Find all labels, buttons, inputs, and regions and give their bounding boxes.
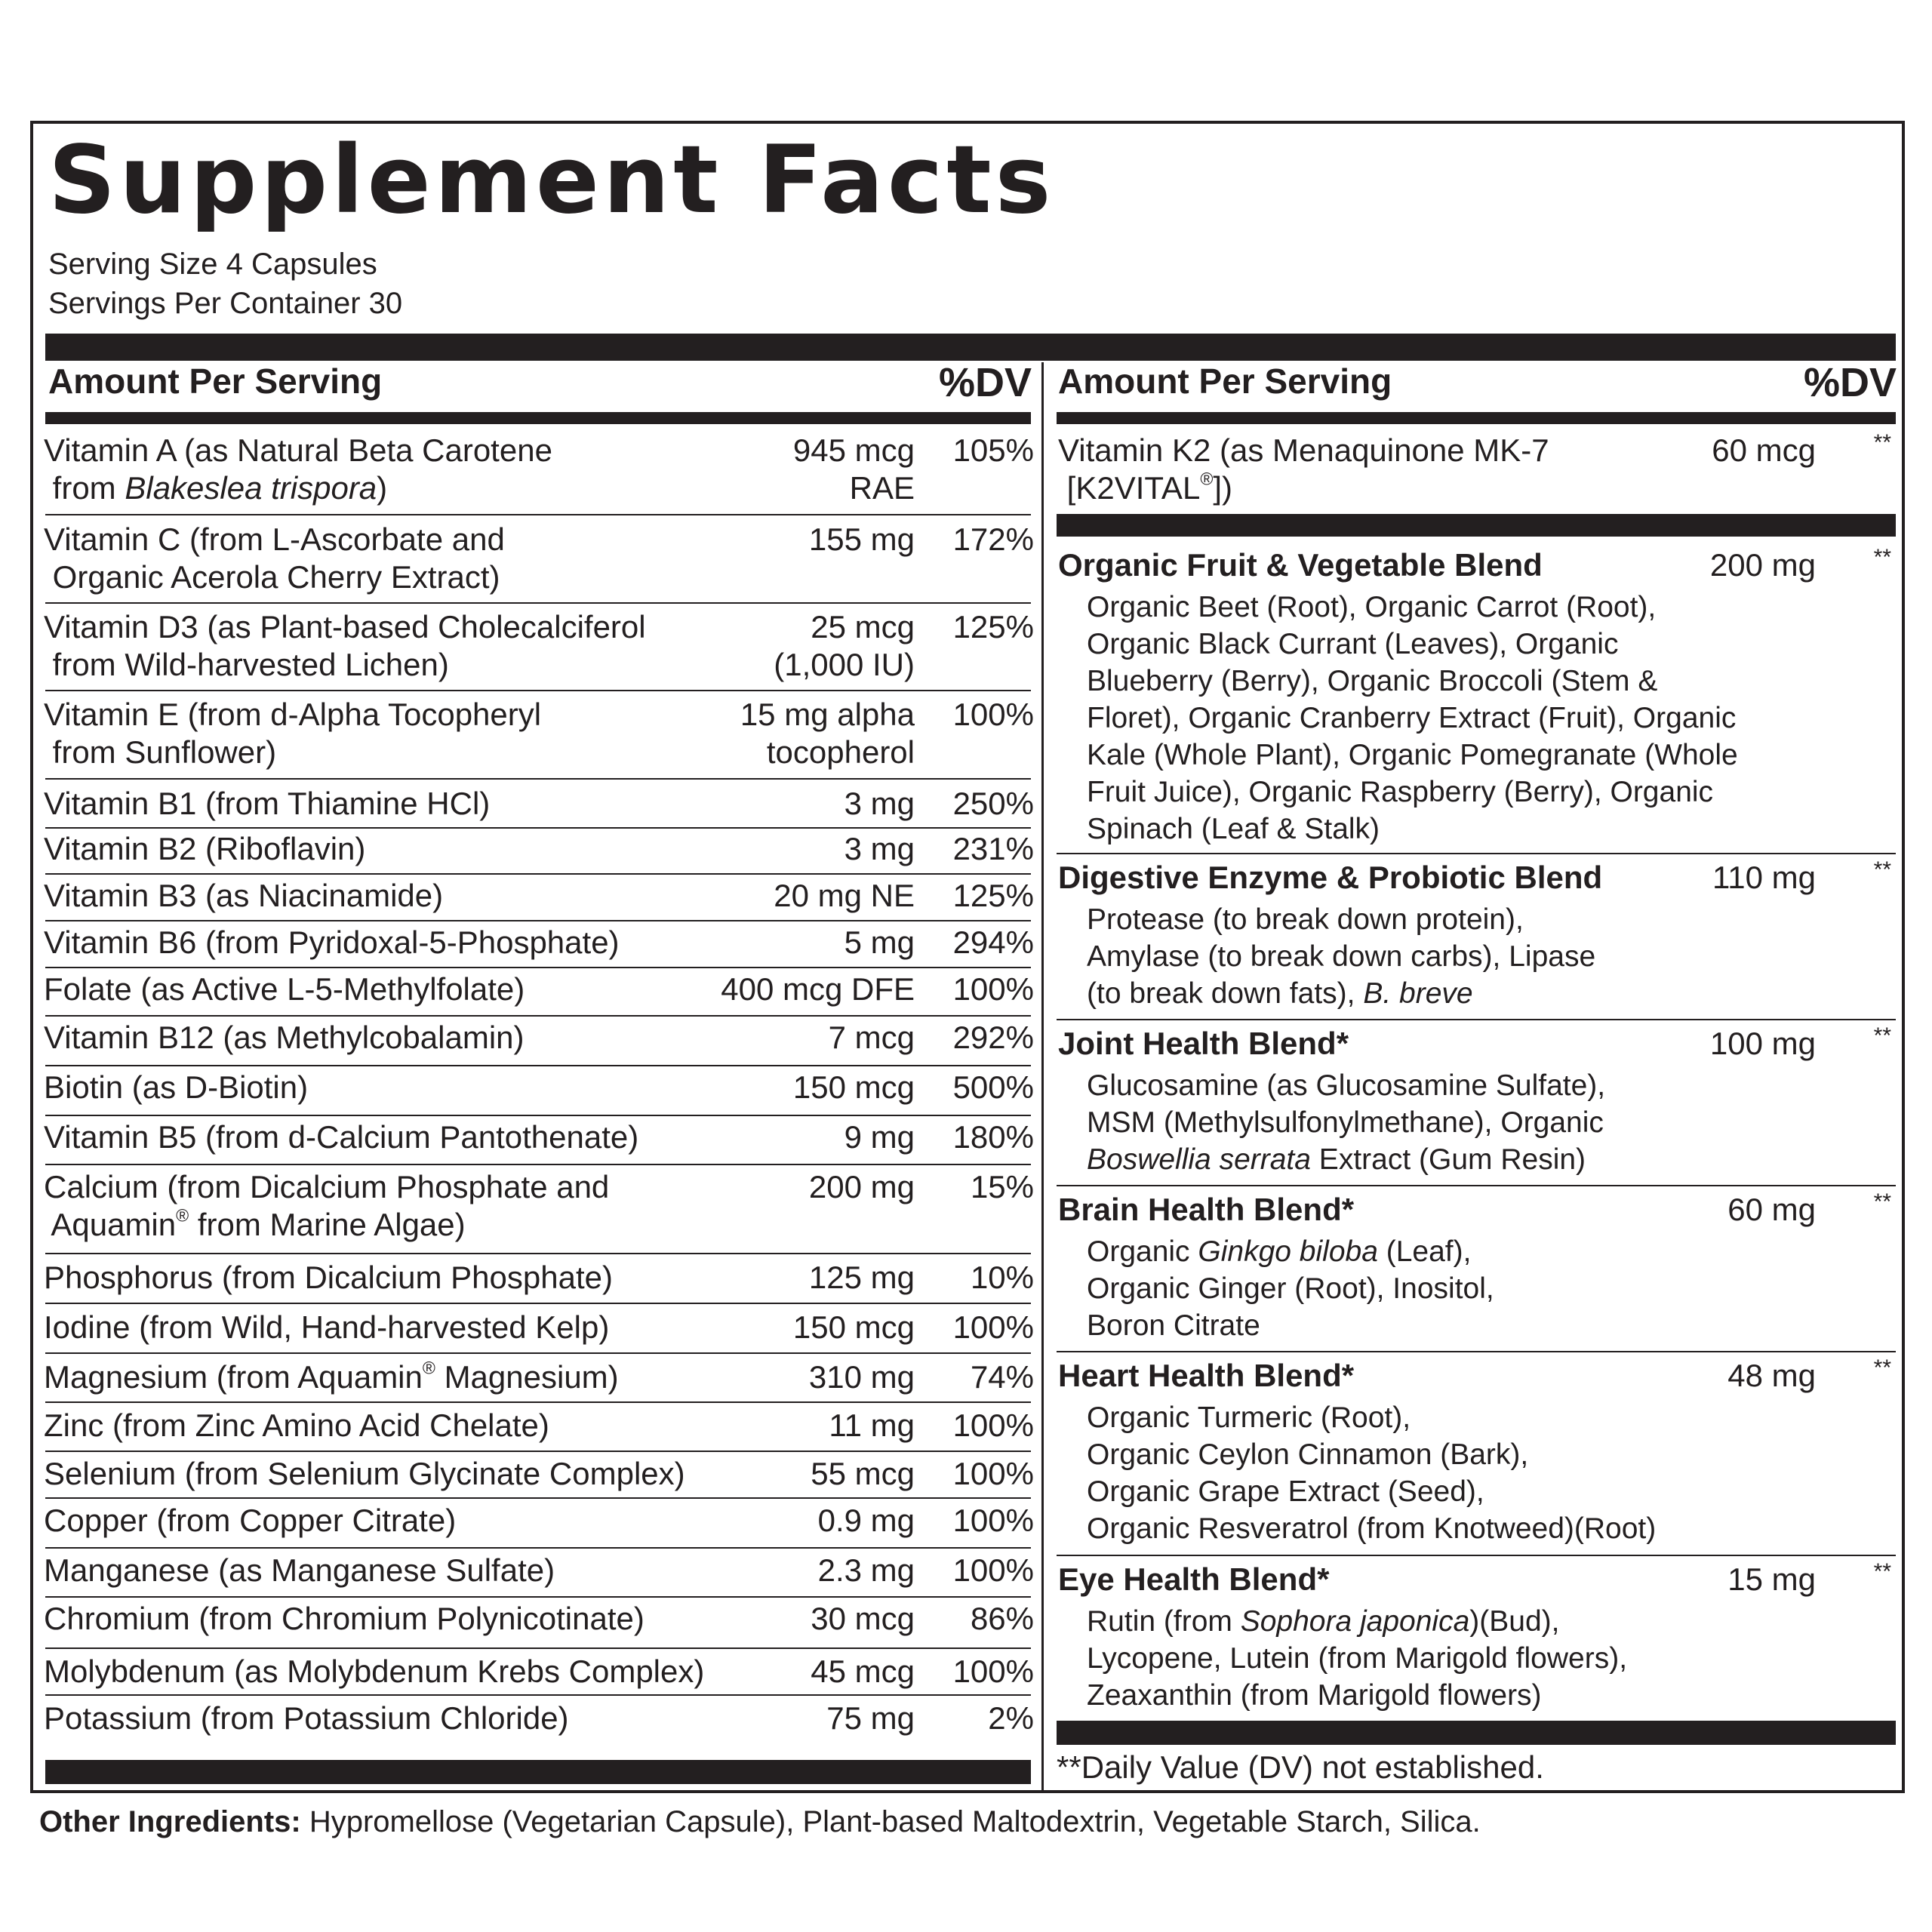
row-divider <box>45 1115 1031 1116</box>
nutrient-dv: 2% <box>988 1700 1034 1736</box>
nutrient-name <box>44 1168 609 1244</box>
dv-footnote: **Daily Value (DV) not established. <box>1057 1749 1544 1785</box>
botanical-name: Sophora japonica <box>1240 1605 1470 1638</box>
blend-ingredient-line <box>1087 1233 1471 1270</box>
nutrient-dv: 125% <box>952 609 1034 645</box>
row-divider <box>45 967 1031 968</box>
row-divider <box>45 1015 1031 1017</box>
blend-row <box>1058 1191 1894 1232</box>
ingredient-text: Floret), Organic Cranberry Extract (Fruit), Organic <box>1087 702 1737 734</box>
vitamin-k2-amount: 60 mcg <box>1712 432 1816 468</box>
nutrient-name <box>44 696 541 771</box>
ingredient-text: Organic Resveratrol (from Knotweed)(Root) <box>1087 1512 1657 1545</box>
nutrient-name <box>44 1653 704 1690</box>
ingredient-text: MSM (Methylsulfonylmethane), Organic <box>1087 1106 1604 1139</box>
row-divider <box>45 1647 1031 1649</box>
ingredient-text: Protease (to break down protein), <box>1087 903 1524 936</box>
registered-mark: ® <box>422 1358 435 1378</box>
right-dv-header: %DV <box>1804 360 1897 405</box>
row-divider <box>45 1451 1031 1452</box>
blend-name: Joint Health Blend* <box>1058 1026 1349 1061</box>
other-ingredients <box>39 1805 1481 1839</box>
nutrient-name <box>44 1407 549 1444</box>
nutrient-dv: 100% <box>952 1407 1034 1443</box>
nutrient-dv: 500% <box>952 1069 1034 1105</box>
blend-ingredient-line <box>1087 1473 1484 1510</box>
nutrient-dv: 100% <box>952 1552 1034 1588</box>
top-thick-bar <box>45 334 1896 361</box>
nutrient-amount: 15 mg alpha tocopherol <box>740 697 915 770</box>
blend-ingredient-line <box>1087 811 1380 848</box>
blend-row <box>1058 1561 1894 1601</box>
row-divider <box>1057 1185 1896 1186</box>
nutrient-dv: 180% <box>952 1119 1034 1155</box>
nutrient-dv: 231% <box>952 831 1034 866</box>
blend-ingredient-line <box>1087 737 1738 774</box>
nutrient-name-line2: from Wild-harvested Lichen) <box>44 647 449 682</box>
nutrient-name <box>44 924 620 961</box>
ingredient-text: Spinach (Leaf & Stalk) <box>1087 813 1380 845</box>
nutrient-dv: 100% <box>952 1654 1034 1689</box>
nutrient-name-line1: Manganese (as Manganese Sulfate) <box>44 1552 555 1588</box>
blend-ingredient-line <box>1087 1436 1528 1473</box>
nutrient-dv: 86% <box>970 1601 1034 1636</box>
blend-row <box>1058 1357 1894 1398</box>
other-ingredients-text: Hypromellose (Vegetarian Capsule), Plant-based Maltodextrin, Vegetable Starch, Silica. <box>300 1805 1481 1838</box>
ingredient-text: Rutin (from <box>1087 1605 1241 1638</box>
nutrient-name <box>44 1600 645 1638</box>
nutrient-name <box>44 1455 685 1493</box>
nutrient-name-line1: Vitamin C (from L-Ascorbate and <box>44 521 505 557</box>
row-divider <box>1057 1351 1896 1352</box>
nutrient-amount: 200 mg <box>808 1169 915 1204</box>
blend-ingredient-line <box>1087 1603 1559 1640</box>
nutrient-dv: 100% <box>952 697 1034 732</box>
nutrient-name-line2-rest: from Marine Algae) <box>189 1207 466 1242</box>
ingredient-text: Organic Beet (Root), Organic Carrot (Root), <box>1087 591 1657 623</box>
ingredient-text: Glucosamine (as Glucosamine Sulfate), <box>1087 1069 1606 1102</box>
nutrient-name-line1: Vitamin B1 (from Thiamine HCl) <box>44 786 491 821</box>
blend-ingredient-line <box>1087 938 1595 975</box>
row-divider <box>45 1065 1031 1066</box>
left-bottom-bar <box>45 1760 1031 1784</box>
other-ingredients-label: Other Ingredients: <box>39 1805 301 1838</box>
row-divider <box>45 873 1031 875</box>
ingredient-text: Blueberry (Berry), Organic Broccoli (Stem & <box>1087 665 1658 697</box>
nutrient-name <box>44 1552 555 1589</box>
row-divider <box>1057 853 1896 854</box>
ingredient-text: Organic <box>1087 1235 1198 1268</box>
servings-per-container: Servings Per Container 30 <box>48 287 403 320</box>
nutrient-name-line1: Vitamin B5 (from d-Calcium Pantothenate) <box>44 1119 639 1155</box>
row-divider <box>45 1596 1031 1598</box>
blend-amount: 200 mg <box>1709 547 1816 583</box>
blend-ingredient-line <box>1087 1677 1542 1714</box>
nutrient-dv: 294% <box>952 924 1034 960</box>
nutrient-amount: 125 mg <box>808 1260 915 1295</box>
nutrient-name-line1: Phosphorus (from Dicalcium Phosphate) <box>44 1260 613 1295</box>
nutrient-amount: 5 mg <box>844 924 915 960</box>
nutrient-amount: 20 mg NE <box>774 878 915 913</box>
left-amount-per-serving-header: Amount Per Serving <box>48 361 383 401</box>
blend-amount: 15 mg <box>1727 1561 1816 1597</box>
ingredient-text: Organic Grape Extract (Seed), <box>1087 1475 1484 1508</box>
blend-dv: ** <box>1873 545 1891 570</box>
nutrient-amount: 75 mg <box>826 1700 915 1736</box>
nutrient-name-line1: Vitamin B12 (as Methylcobalamin) <box>44 1020 525 1055</box>
nutrient-amount: 3 mg <box>844 786 915 821</box>
nutrient-source-species: Blakeslea trispora <box>125 470 377 506</box>
ingredient-text: Organic Ginger (Root), Inositol, <box>1087 1272 1494 1305</box>
nutrient-name-line1: Vitamin B3 (as Niacinamide) <box>44 878 444 913</box>
nutrient-name <box>44 971 525 1008</box>
nutrient-amount: 155 mg <box>808 521 915 557</box>
nutrient-name <box>44 1259 613 1297</box>
nutrient-row <box>44 696 1032 779</box>
nutrient-amount: 2.3 mg <box>817 1552 915 1588</box>
left-dv-header: %DV <box>939 360 1032 405</box>
nutrient-name-line2: Organic Acerola Cherry Extract) <box>44 559 500 595</box>
nutrient-name-line1-rest: Magnesium) <box>435 1359 619 1395</box>
nutrient-name <box>44 1700 569 1737</box>
botanical-name: B. breve <box>1363 977 1473 1010</box>
nutrient-name <box>44 608 646 684</box>
row-divider <box>45 1352 1031 1354</box>
nutrient-name-line2: from <box>44 470 125 506</box>
blend-ingredient-line <box>1087 1399 1411 1436</box>
nutrient-name <box>44 1309 609 1346</box>
nutrient-name-line1: Selenium (from Selenium Glycinate Complex) <box>44 1456 685 1491</box>
nutrient-amount: 3 mg <box>844 831 915 866</box>
nutrient-amount: 945 mcg RAE <box>792 432 915 506</box>
nutrient-dv: 10% <box>970 1260 1034 1295</box>
botanical-name: Ginkgo biloba <box>1198 1235 1378 1268</box>
nutrient-name-line1: Vitamin A (as Natural Beta Carotene <box>44 432 552 468</box>
nutrient-dv: 100% <box>952 1456 1034 1491</box>
registered-mark: ® <box>176 1205 189 1226</box>
nutrient-name-line1: Vitamin D3 (as Plant-based Cholecalciferol <box>44 609 646 645</box>
nutrient-dv: 15% <box>970 1169 1034 1204</box>
nutrient-row <box>44 608 1032 691</box>
ingredient-text: Fruit Juice), Organic Raspberry (Berry), Organic <box>1087 776 1714 808</box>
nutrient-name-line1: Copper (from Copper Citrate) <box>44 1503 457 1538</box>
ingredient-text: )(Bud), <box>1469 1605 1560 1638</box>
blend-row <box>1058 859 1894 900</box>
nutrient-row <box>44 432 1032 515</box>
nutrient-name <box>44 830 365 868</box>
row-divider <box>1057 1019 1896 1020</box>
nutrient-name-line2: Aquamin <box>44 1207 177 1242</box>
blend-name: Organic Fruit & Vegetable Blend <box>1058 547 1543 583</box>
vitamin-k2-line2-rest: ]) <box>1213 470 1232 506</box>
row-divider <box>45 602 1031 604</box>
nutrient-row <box>44 1168 1032 1251</box>
nutrient-name-line1: Iodine (from Wild, Hand-harvested Kelp) <box>44 1309 610 1345</box>
row-divider <box>45 1303 1031 1304</box>
row-divider <box>45 514 1031 515</box>
registered-mark: ® <box>1200 469 1214 489</box>
nutrient-name <box>44 521 505 596</box>
nutrient-dv: 292% <box>952 1020 1034 1055</box>
blend-ingredient-line <box>1087 1510 1656 1547</box>
blend-ingredient-line <box>1087 1104 1604 1141</box>
ingredient-text: Organic Black Currant (Leaves), Organic <box>1087 628 1619 660</box>
nutrient-amount: 45 mcg <box>811 1654 915 1689</box>
vitamin-k2-name <box>1058 432 1549 507</box>
nutrient-dv: 250% <box>952 786 1034 821</box>
blend-ingredient-line <box>1087 1067 1605 1104</box>
nutrient-name-line1: Vitamin B2 (Riboflavin) <box>44 831 366 866</box>
nutrient-dv: 105% <box>952 432 1034 468</box>
nutrient-dv: 100% <box>952 1309 1034 1345</box>
nutrient-name-line1: Chromium (from Chromium Polynicotinate) <box>44 1601 645 1636</box>
nutrient-name-line1: Calcium (from Dicalcium Phosphate and <box>44 1169 610 1204</box>
nutrient-amount: 30 mcg <box>811 1601 915 1636</box>
nutrient-name <box>44 1019 525 1057</box>
nutrient-amount: 9 mg <box>844 1119 915 1155</box>
nutrient-name <box>44 1358 619 1396</box>
right-amount-per-serving-header: Amount Per Serving <box>1058 361 1392 401</box>
blend-name: Heart Health Blend* <box>1058 1358 1355 1393</box>
blend-ingredient-line <box>1087 663 1657 700</box>
nutrient-name-line1: Zinc (from Zinc Amino Acid Chelate) <box>44 1407 549 1443</box>
nutrient-name <box>44 1069 308 1106</box>
nutrient-amount: 0.9 mg <box>817 1503 915 1538</box>
blend-ingredient-line <box>1087 1307 1260 1344</box>
blend-ingredient-line <box>1087 774 1713 811</box>
botanical-name: Boswellia serrata <box>1087 1143 1311 1176</box>
ingredient-text: Amylase (to break down carbs), Lipase <box>1087 940 1596 973</box>
row-divider <box>45 690 1031 691</box>
nutrient-name-line1: Molybdenum (as Molybdenum Krebs Complex) <box>44 1654 705 1689</box>
blend-amount: 48 mg <box>1727 1358 1816 1393</box>
column-divider <box>1041 362 1044 1790</box>
blend-name: Eye Health Blend* <box>1058 1561 1330 1597</box>
nutrient-amount: 11 mg <box>829 1407 915 1443</box>
nutrient-row <box>44 521 1032 604</box>
blend-ingredient-line <box>1087 1640 1627 1677</box>
blend-dv: ** <box>1873 1023 1891 1048</box>
ingredient-text: (to break down fats), <box>1087 977 1364 1010</box>
blend-ingredient-line <box>1087 589 1656 626</box>
row-divider <box>45 920 1031 921</box>
ingredient-text: Zeaxanthin (from Marigold flowers) <box>1087 1679 1542 1712</box>
serving-size: Serving Size 4 Capsules <box>48 248 377 281</box>
vitamin-k2-line2: [K2VITAL <box>1058 470 1201 506</box>
nutrient-amount: 150 mcg <box>792 1309 915 1345</box>
nutrient-amount: 150 mcg <box>792 1069 915 1105</box>
nutrient-name-line1: Vitamin E (from d-Alpha Tocopheryl <box>44 697 542 732</box>
nutrient-amount: 400 mcg DFE <box>721 971 915 1007</box>
blend-dv: ** <box>1873 857 1891 882</box>
nutrient-name <box>44 1502 456 1540</box>
nutrient-amount: 310 mg <box>808 1359 915 1395</box>
nutrient-amount: 7 mcg <box>828 1020 915 1055</box>
right-bottom-bar <box>1057 1721 1896 1745</box>
right-k2-bar <box>1057 514 1896 537</box>
blend-row <box>1058 1025 1894 1066</box>
blend-ingredient-line <box>1087 1270 1494 1307</box>
blend-ingredient-line <box>1087 901 1524 938</box>
nutrient-amount: 55 mcg <box>811 1456 915 1491</box>
blend-dv: ** <box>1873 1559 1891 1584</box>
row-divider <box>45 778 1031 780</box>
blend-amount: 60 mg <box>1727 1192 1816 1227</box>
nutrient-dv: 125% <box>952 878 1034 913</box>
nutrient-name <box>44 785 490 823</box>
nutrient-name <box>44 877 443 915</box>
row-divider <box>45 1253 1031 1254</box>
nutrient-dv: 100% <box>952 1503 1034 1538</box>
ingredient-text: Lycopene, Lutein (from Marigold flowers), <box>1087 1642 1628 1675</box>
blend-amount: 110 mg <box>1712 860 1816 895</box>
ingredient-text: Organic Turmeric (Root), <box>1087 1401 1411 1434</box>
row-divider <box>45 1497 1031 1499</box>
row-divider <box>45 1694 1031 1696</box>
nutrient-name <box>44 432 552 507</box>
nutrient-name-line1: Folate (as Active L-5-Methylfolate) <box>44 971 525 1007</box>
blend-name: Brain Health Blend* <box>1058 1192 1355 1227</box>
row-divider <box>45 827 1031 829</box>
row-divider <box>1057 1555 1896 1556</box>
blend-name: Digestive Enzyme & Probiotic Blend <box>1058 860 1603 895</box>
nutrient-name-line1: Magnesium (from Aquamin <box>44 1359 423 1395</box>
row-divider <box>45 1547 1031 1549</box>
nutrient-amount: 25 mcg (1,000 IU) <box>774 609 915 682</box>
panel-title: Supplement Facts <box>48 126 1055 235</box>
row-divider <box>45 1401 1031 1403</box>
ingredient-text: (Leaf), <box>1377 1235 1472 1268</box>
nutrient-dv: 172% <box>952 521 1034 557</box>
nutrient-name <box>44 1118 638 1156</box>
nutrient-dv: 100% <box>952 971 1034 1007</box>
blend-row <box>1058 546 1894 587</box>
blend-ingredient-line <box>1087 1141 1586 1178</box>
left-header-bar <box>45 412 1031 424</box>
blend-ingredient-line <box>1087 626 1618 663</box>
ingredient-text: Extract (Gum Resin) <box>1310 1143 1586 1176</box>
row-divider <box>45 1164 1031 1165</box>
vitamin-k2-line1: Vitamin K2 (as Menaquinone MK-7 <box>1058 432 1549 468</box>
blend-dv: ** <box>1873 1189 1891 1214</box>
ingredient-text: Boron Citrate <box>1087 1309 1260 1342</box>
nutrient-name-line2-rest: ) <box>377 470 388 506</box>
nutrient-name-line1: Potassium (from Potassium Chloride) <box>44 1700 569 1736</box>
nutrient-name-line1: Vitamin B6 (from Pyridoxal-5-Phosphate) <box>44 924 620 960</box>
ingredient-text: Organic Ceylon Cinnamon (Bark), <box>1087 1438 1529 1471</box>
nutrient-dv: 74% <box>970 1359 1034 1395</box>
vitamin-k2-dv: ** <box>1873 430 1891 455</box>
blend-ingredient-line <box>1087 700 1736 737</box>
blend-amount: 100 mg <box>1709 1026 1816 1061</box>
vitamin-k2-row <box>1058 432 1894 515</box>
nutrient-name-line2: from Sunflower) <box>44 734 277 770</box>
blend-ingredient-line <box>1087 975 1473 1012</box>
right-header-bar <box>1057 412 1896 424</box>
ingredient-text: Kale (Whole Plant), Organic Pomegranate (Whole <box>1087 739 1738 771</box>
nutrient-name-line1: Biotin (as D-Biotin) <box>44 1069 309 1105</box>
blend-dv: ** <box>1873 1355 1891 1380</box>
